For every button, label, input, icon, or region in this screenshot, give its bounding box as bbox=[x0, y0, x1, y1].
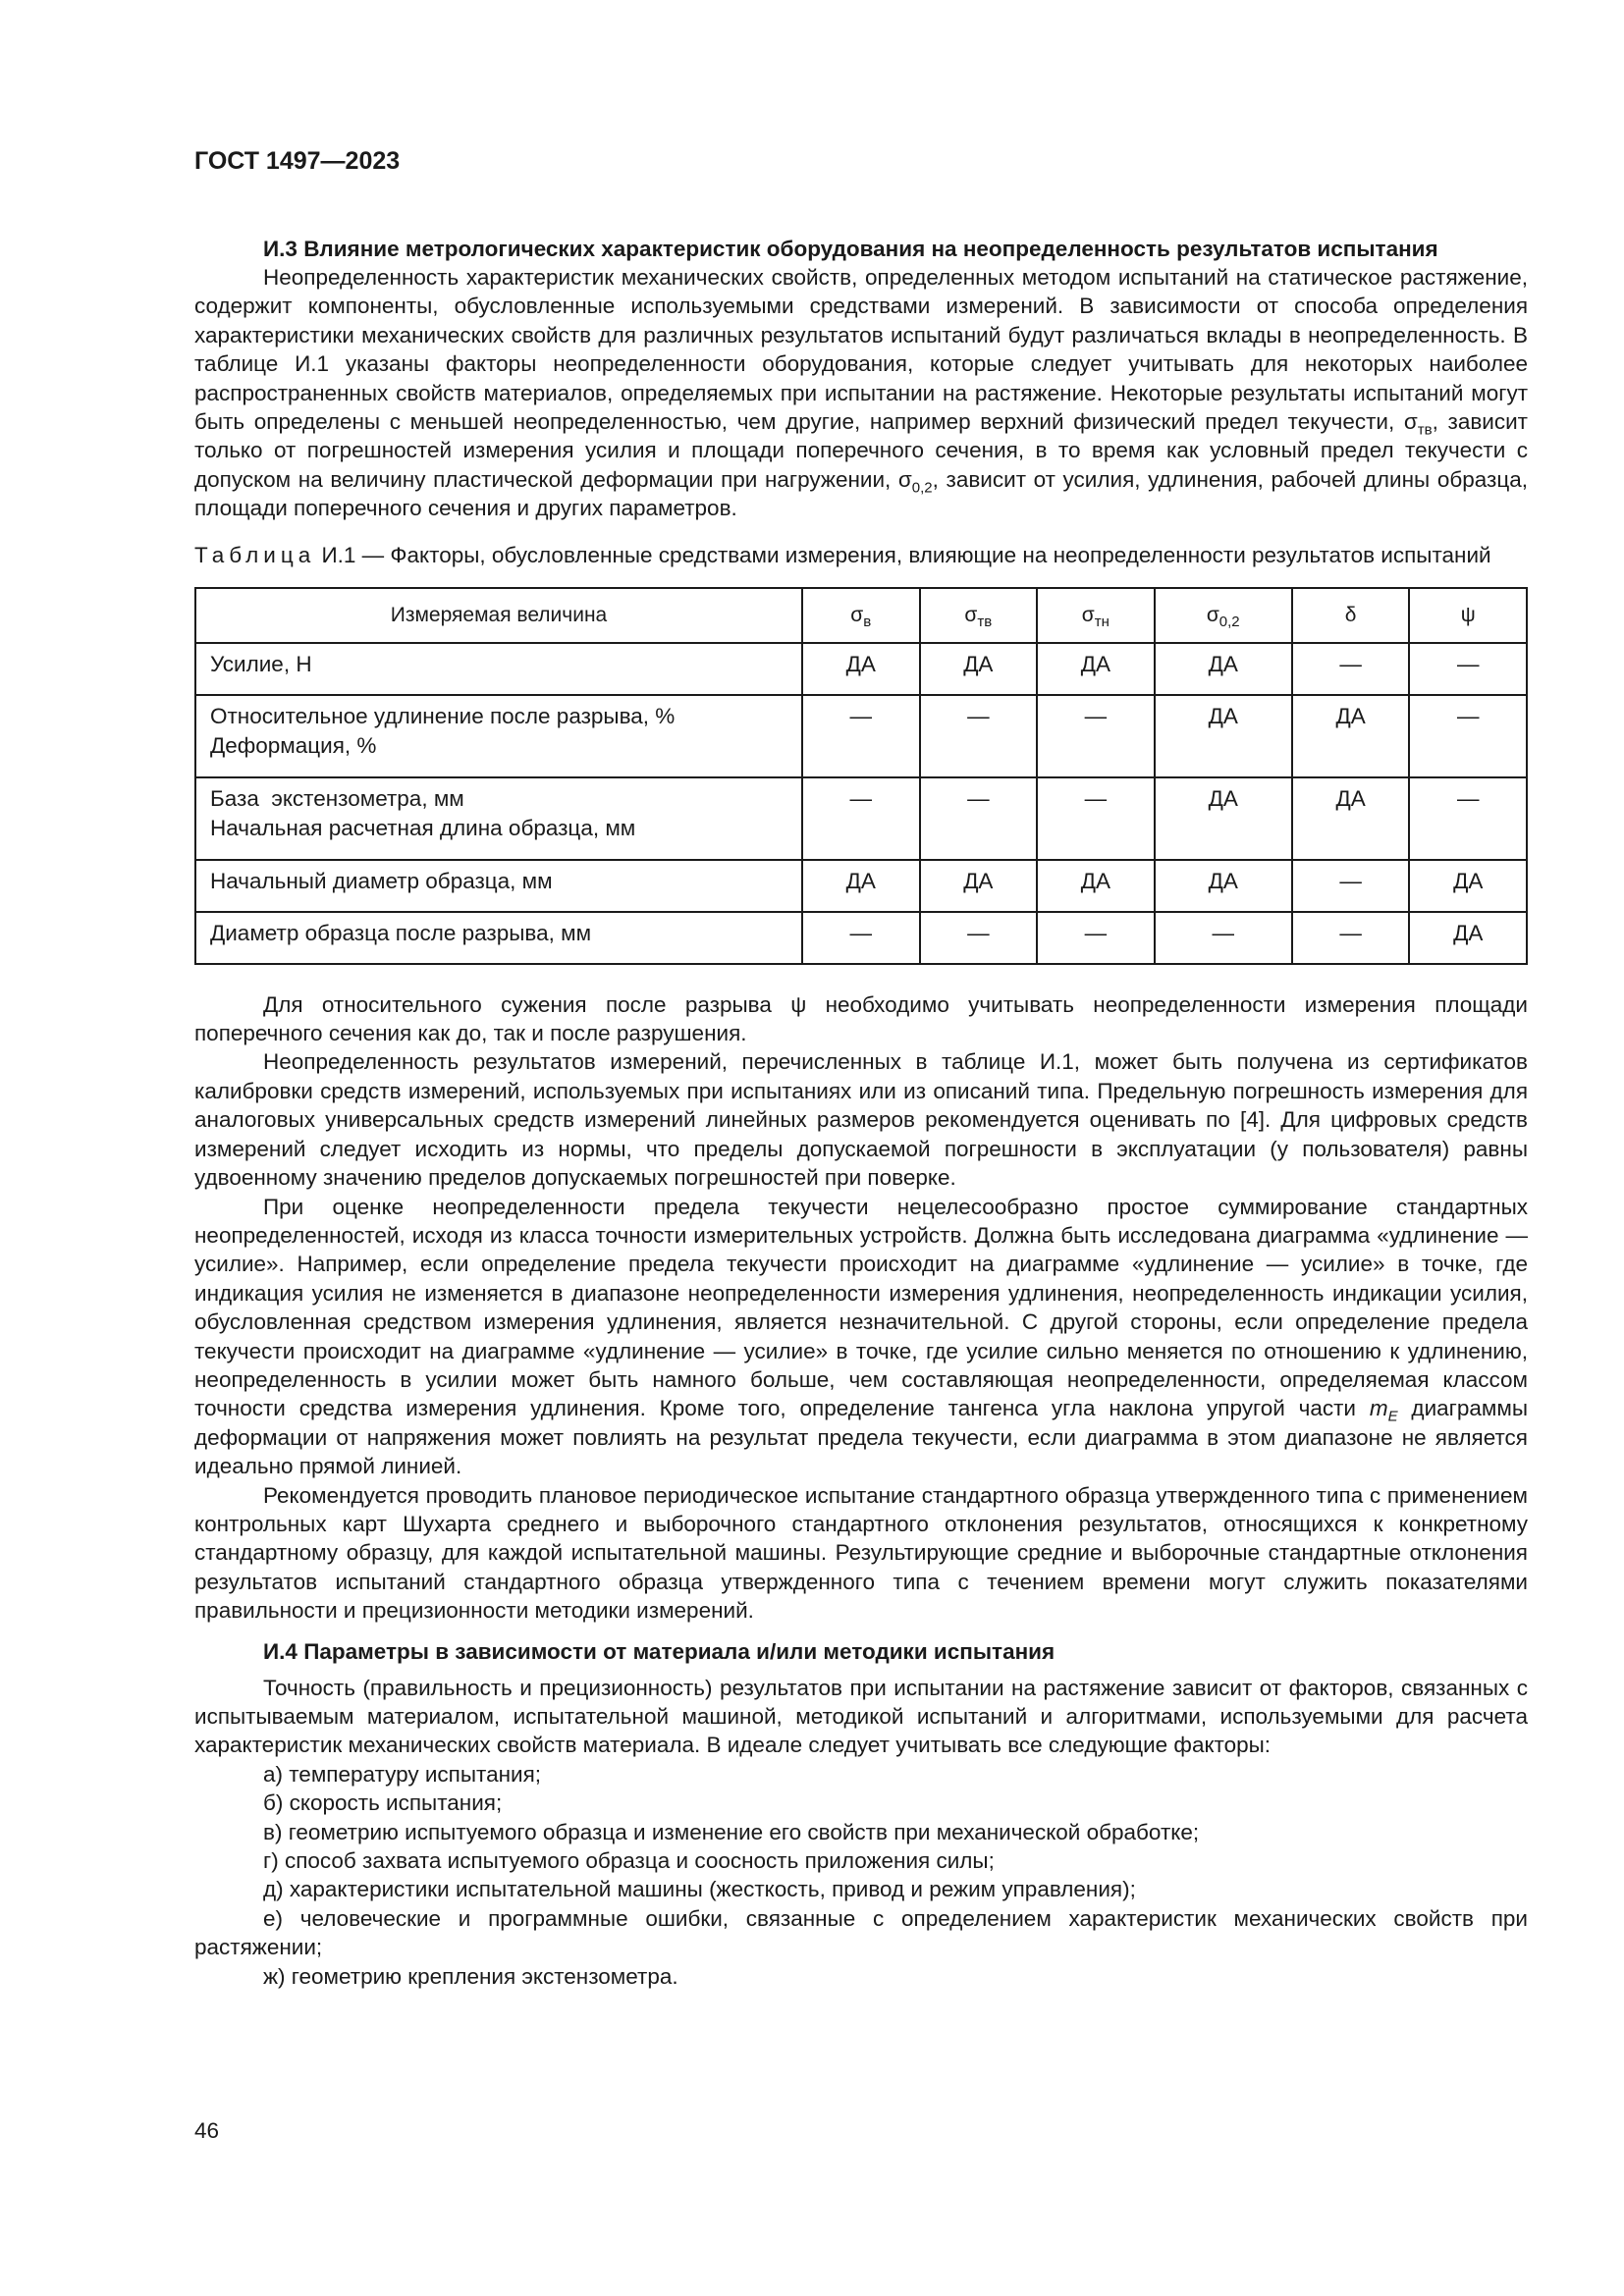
table-cell: ДА bbox=[802, 860, 920, 912]
table-cell: ДА bbox=[1155, 695, 1292, 777]
table-cell: — bbox=[1292, 643, 1410, 695]
table-cell: — bbox=[802, 777, 920, 860]
table-cell: ДА bbox=[1292, 777, 1410, 860]
header-sigma-tn bbox=[1037, 588, 1155, 643]
list-item: д) характеристики испытательной машины (жесткость, привод и режим управления); bbox=[263, 1877, 1136, 1902]
section-title-i3: И.3 Влияние метрологических характеристик оборудования на неопределенность результатов испытания bbox=[263, 237, 1438, 261]
text-run: диаграммы деформации от напряжения может повлиять на результат предела текучести, если диаграмма в этом диапазоне не является идеально прямой линией. bbox=[194, 1396, 1528, 1479]
document-page bbox=[194, 147, 1528, 1991]
row-name-line: Начальная расчетная длина образца, мм bbox=[210, 815, 636, 840]
header-symbol: σ bbox=[1081, 603, 1095, 626]
table-row bbox=[195, 777, 1527, 860]
table-cell: ДА bbox=[1037, 643, 1155, 695]
table-cell: — bbox=[1292, 860, 1410, 912]
list-item: ж) геометрию крепления экстензометра. bbox=[263, 1963, 678, 1989]
section-title-i4: И.4 Параметры в зависимости от материала и/или методики испытания bbox=[263, 1638, 1056, 1664]
table-cell: ДА bbox=[1155, 860, 1292, 912]
header-symbol: σ bbox=[850, 603, 864, 626]
table-cell: ДА bbox=[1155, 777, 1292, 860]
header-sigma-02 bbox=[1155, 588, 1292, 643]
row-name-line: Деформация, % bbox=[210, 732, 377, 758]
paragraph-psi bbox=[194, 990, 1528, 1048]
sigma-symbol: σ bbox=[897, 466, 912, 492]
header-subscript: 0,2 bbox=[1218, 613, 1240, 630]
text-run: , зависит от усилия, удлинения, рабочей длины образца, площади поперечного сечения и других параметров. bbox=[194, 466, 1528, 521]
document-header: ГОСТ 1497—2023 bbox=[194, 147, 401, 175]
sigma-symbol: σ bbox=[1403, 409, 1418, 435]
table-cell: ДА bbox=[920, 860, 1038, 912]
table-caption-text: И.1 — Факторы, обусловленные средствами измерения, влияющие на неопределенности результатов испытаний bbox=[315, 542, 1491, 567]
header-subscript: тн bbox=[1094, 613, 1110, 630]
table-caption-label: Таблица bbox=[194, 542, 316, 567]
table-cell: — bbox=[1155, 912, 1292, 964]
table-cell: — bbox=[920, 777, 1038, 860]
factors-list bbox=[194, 1760, 1528, 1991]
list-item: г) способ захвата испытуемого образца и соосность приложения силы; bbox=[263, 1848, 995, 1874]
table-cell: — bbox=[1037, 777, 1155, 860]
subscript: тв bbox=[1417, 421, 1433, 439]
header-symbol: ψ bbox=[1460, 603, 1476, 626]
paragraph-uncertainty-intro bbox=[194, 263, 1528, 523]
header-symbol: σ bbox=[1206, 603, 1219, 626]
table-cell: — bbox=[802, 695, 920, 777]
list-item: а) температуру испытания; bbox=[263, 1761, 542, 1787]
row-name: Усилие, Н bbox=[195, 643, 802, 695]
table-cell: — bbox=[920, 695, 1038, 777]
text-run: При оценке неопределенности предела текучести нецелесообразно простое суммирование стандартных неопределенностей, исходя из класса точности измерительных устройств. Должна быть исследована диаграмма «удлинение — усилие». Например, если определение предела текучести происходит на диаграмме «удлинение — усилие» в точке, где индикация усилия не изменяется в диапазоне неопределенности измерения удлинения, неопределенность индикации усилия, обусловленная средством измерения удлинения, является незначительной. С другой стороны, если определение предела текучести происходит на диаграмме «удлинение — усилие» в точке, где усилие сильно меняется по отношению к удлинению, неопределенность в усилии может быть намного больше, чем составляющая неопределенности, определяемая классом точности средства измерения удлинения. Кроме того, определение тангенса угла наклона упругой части bbox=[194, 1194, 1528, 1421]
paragraph-calibration: Неопределенность результатов измерений, перечисленных в таблице И.1, может быть получена из сертификатов калибровки средств измерений, используемых при испытаниях или из описаний типа. Предельную погрешность измерения для аналоговых универсальных средств измерений линейных размеров рекомендуется оценивать по [4]. Для цифровых средств измерений следует исходить из нормы, что пределы допускаемой погрешности в эксплуатации (у пользователя) равны удвоенному значению пределов допускаемых погрешностей при поверке. bbox=[194, 1049, 1528, 1191]
paragraph-yield-strength bbox=[194, 1193, 1528, 1481]
table-cell: — bbox=[920, 912, 1038, 964]
factors-table bbox=[194, 587, 1528, 965]
header-symbol: σ bbox=[964, 603, 978, 626]
text-run: Неопределенность характеристик механических свойств, определенных методом испытаний на статическое растяжение, содержит компоненты, обусловленные используемыми средствами измерений. В зависимости от способа определения характеристики механических свойств для различных результатов испытаний будут различаться вклады в неопределенность. В таблице И.1 указаны факторы неопределенности оборудования, которые следует учитывать для некоторых наиболее распространенных свойств материалов, определяемых при испытании на растяжение. Некоторые результаты испытаний могут быть определены с меньшей неопределенностью, чем другие, например верхний физический предел текучести, bbox=[194, 265, 1528, 435]
m-symbol: m bbox=[1369, 1396, 1388, 1421]
text-run: Для относительного сужения после разрыва bbox=[263, 991, 791, 1017]
subscript: 0,2 bbox=[911, 479, 933, 497]
table-row bbox=[195, 912, 1527, 964]
header-psi bbox=[1409, 588, 1527, 643]
header-symbol: δ bbox=[1344, 603, 1357, 626]
header-subscript: тв bbox=[977, 613, 993, 630]
table-cell: — bbox=[1037, 912, 1155, 964]
row-name: Начальный диаметр образца, мм bbox=[195, 860, 802, 912]
list-item: в) геометрию испытуемого образца и изменение его свойств при механической обработке; bbox=[263, 1819, 1200, 1844]
table-row bbox=[195, 860, 1527, 912]
row-name: Диаметр образца после разрыва, мм bbox=[195, 912, 802, 964]
table-cell: — bbox=[1409, 695, 1527, 777]
table-row bbox=[195, 643, 1527, 695]
table-cell: ДА bbox=[920, 643, 1038, 695]
table-cell: ДА bbox=[1037, 860, 1155, 912]
table-cell: ДА bbox=[802, 643, 920, 695]
list-item: е) человеческие и программные ошибки, связанные с определением характеристик механических свойств при растяжении; bbox=[194, 1905, 1528, 1960]
table-cell: ДА bbox=[1155, 643, 1292, 695]
list-item: б) скорость испытания; bbox=[263, 1790, 503, 1816]
header-measured-quantity: Измеряемая величина bbox=[195, 588, 802, 643]
table-header-row bbox=[195, 588, 1527, 643]
paragraph-accuracy-intro: Точность (правильность и прецизионность) результатов при испытании на растяжение зависит от факторов, связанных с испытываемым материалом, испытательной машиной, методикой испытаний и алгоритмами, используемыми для расчета характеристик механических свойств материала. В идеале следует учитывать все следующие факторы: bbox=[194, 1675, 1528, 1758]
table-caption bbox=[194, 541, 1528, 569]
table-cell: — bbox=[1409, 777, 1527, 860]
table-cell: — bbox=[802, 912, 920, 964]
header-sigma-tv bbox=[920, 588, 1038, 643]
row-name-line: База экстензометра, мм bbox=[210, 785, 464, 811]
table-row bbox=[195, 695, 1527, 777]
table-cell: — bbox=[1037, 695, 1155, 777]
table-cell: ДА bbox=[1292, 695, 1410, 777]
text-run: , зависит только от погрешностей измерения усилия и площади поперечного сечения, в то время как условный предел текучести с допуском на величину пластической деформации при нагружении, bbox=[194, 409, 1528, 492]
header-subscript: в bbox=[863, 613, 872, 630]
table-cell: ДА bbox=[1409, 860, 1527, 912]
paragraph-shewhart: Рекомендуется проводить плановое периодическое испытание стандартного образца утвержденного типа с применением контрольных карт Шухарта среднего и выборочного стандартного отклонения результатов, относящихся к конкретному стандартному образцу, для каждой испытательной машины. Результирующие средние и выборочные стандартные отклонения результатов испытаний стандартного образца утвержденного типа с течением времени могут служить показателями правильности и прецизионности методики измерений. bbox=[194, 1482, 1528, 1624]
row-name bbox=[195, 777, 802, 860]
text-run: необходимо учитывать неопределенности измерения площади поперечного сечения как до, так и после разрушения. bbox=[194, 991, 1528, 1046]
page-number: 46 bbox=[194, 2118, 220, 2143]
table-cell: — bbox=[1292, 912, 1410, 964]
row-name bbox=[195, 695, 802, 777]
row-name-line: Относительное удлинение после разрыва, % bbox=[210, 703, 676, 728]
psi-symbol: ψ bbox=[790, 991, 807, 1017]
subscript: E bbox=[1387, 1408, 1398, 1425]
header-sigma-v bbox=[802, 588, 920, 643]
table-cell: ДА bbox=[1409, 912, 1527, 964]
header-delta bbox=[1292, 588, 1410, 643]
table-cell: — bbox=[1409, 643, 1527, 695]
